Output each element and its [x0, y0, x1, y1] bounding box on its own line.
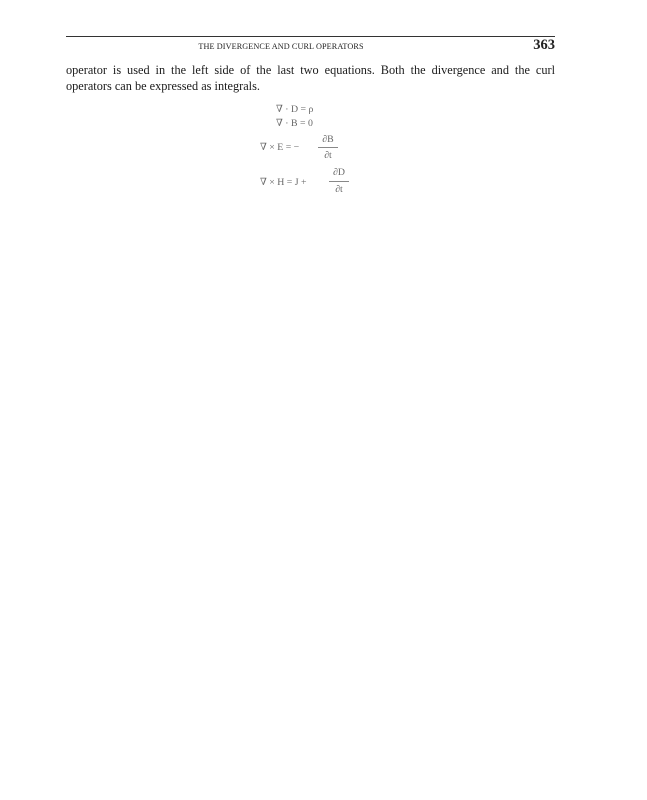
equation-faraday-fraction-bar: [318, 147, 338, 148]
equation-faraday-lhs: ∇ × E = −: [260, 142, 300, 153]
equation-faraday-denominator: ∂t: [324, 150, 332, 161]
equation-gauss-electric: ∇ · D = ρ: [276, 104, 314, 115]
equation-ampere-denominator: ∂t: [335, 184, 343, 195]
equation-ampere-lhs: ∇ × H = J +: [260, 177, 307, 188]
header-rule: [66, 36, 555, 37]
equation-ampere-numerator: ∂D: [333, 167, 345, 178]
running-head: THE DIVERGENCE AND CURL OPERATORS: [198, 42, 364, 51]
equation-faraday-numerator: ∂B: [322, 134, 334, 145]
body-line-2: operators can be expressed as integrals.: [66, 78, 260, 93]
equation-gauss-magnetic: ∇ · B = 0: [276, 118, 313, 129]
equation-ampere-fraction-bar: [329, 181, 349, 182]
body-paragraph: [66, 63, 555, 94]
page-number: 363: [533, 37, 555, 53]
body-line-1: operator is used in the left side of the last two equations. Both the divergence and the curl: [66, 63, 555, 77]
